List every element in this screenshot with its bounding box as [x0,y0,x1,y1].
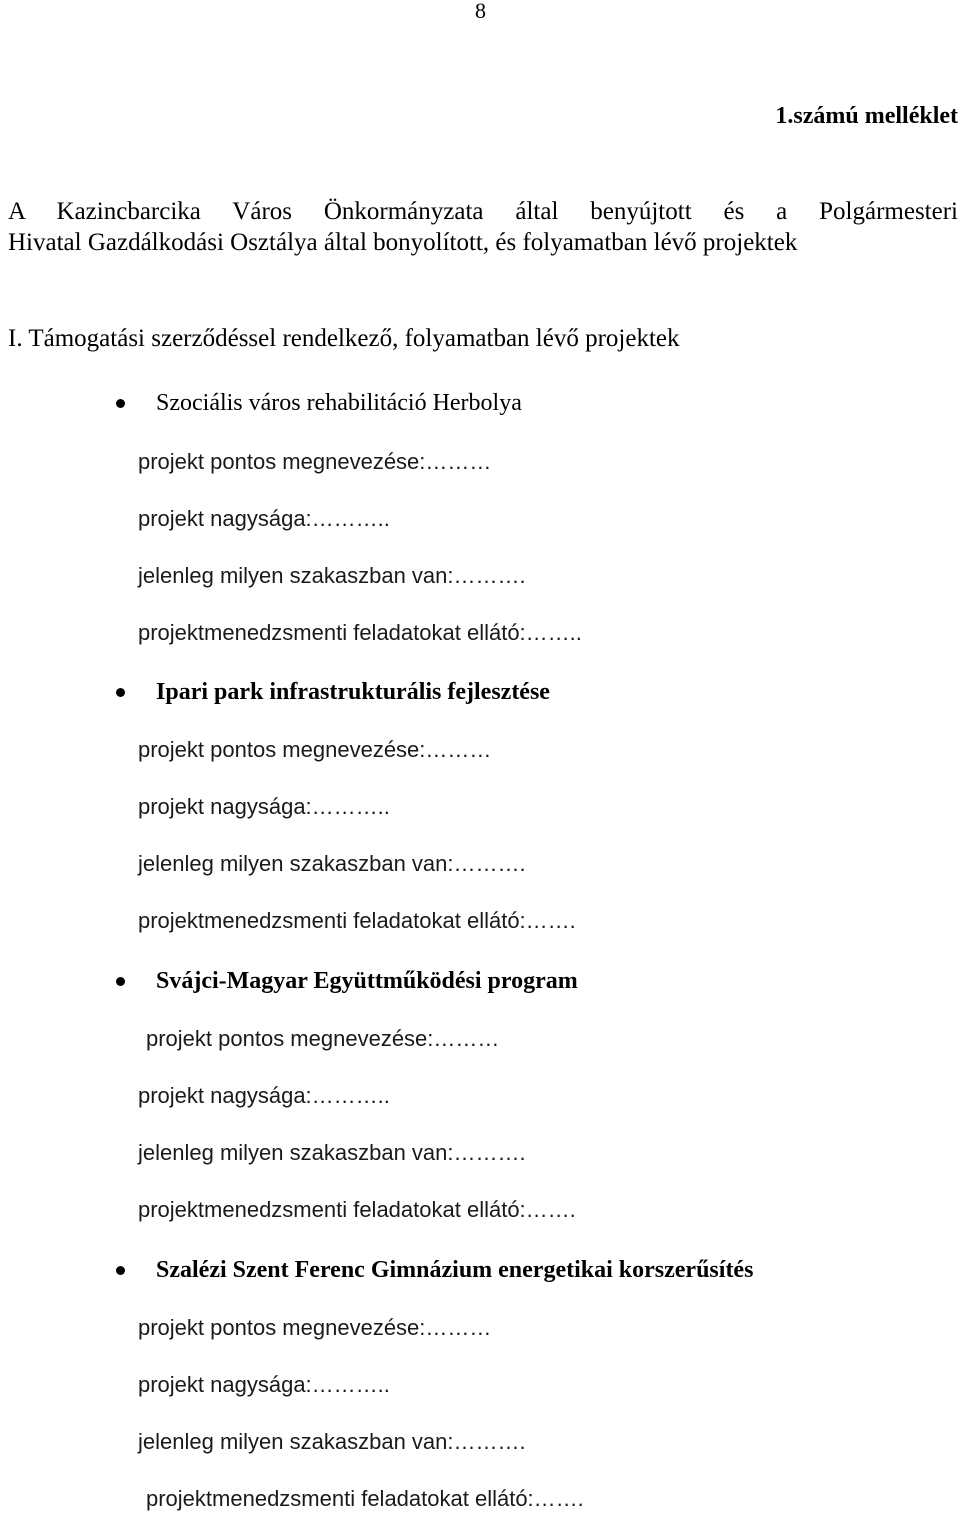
project-stage-field: jelenleg milyen szakaszban van:………. [138,563,526,588]
project-manager-field: projektmenedzsmenti feladatokat ellátó:……. [138,1197,576,1222]
project-name-field: projekt pontos megnevezése:……… [138,449,492,474]
project-name-field: projekt pontos megnevezése:……… [138,1315,492,1340]
project-title: Szalézi Szent Ferenc Gimnázium energetikai korszerűsítés [156,1257,754,1283]
page-number: 8 [475,0,486,23]
bullet-icon [116,1266,125,1275]
heading-line-2: Hivatal Gazdálkodási Osztálya által bonyolított, és folyamatban lévő projektek [8,229,798,256]
project-stage-field: jelenleg milyen szakaszban van:………. [138,851,526,876]
heading-line-1: A Kazincbarcika Város Önkormányzata által benyújtott és a Polgármesteri [8,198,958,225]
project-size-field: projekt nagysága:……….. [138,506,390,531]
project-title: Ipari park infrastrukturális fejlesztése [156,679,550,705]
project-manager-field: projektmenedzsmenti feladatokat ellátó:……. [146,1486,584,1511]
project-name-field: projekt pontos megnevezése:……… [146,1026,500,1051]
project-title: Svájci-Magyar Együttműködési program [156,968,578,994]
project-stage-field: jelenleg milyen szakaszban van:………. [138,1429,526,1454]
project-size-field: projekt nagysága:……….. [138,1372,390,1397]
project-size-field: projekt nagysága:……….. [138,1083,390,1108]
section-title: I. Támogatási szerződéssel rendelkező, folyamatban lévő projektek [8,325,680,352]
bullet-icon [116,688,125,697]
project-manager-field: projektmenedzsmenti feladatokat ellátó:……. [138,908,576,933]
project-size-field: projekt nagysága:……….. [138,794,390,819]
bullet-icon [116,399,125,408]
project-manager-field: projektmenedzsmenti feladatokat ellátó:…….. [138,620,582,645]
project-name-field: projekt pontos megnevezése:……… [138,737,492,762]
project-title: Szociális város rehabilitáció Herbolya [156,390,522,416]
annex-label: 1.számú melléklet [775,103,958,129]
bullet-icon [116,977,125,986]
project-stage-field: jelenleg milyen szakaszban van:………. [138,1140,526,1165]
